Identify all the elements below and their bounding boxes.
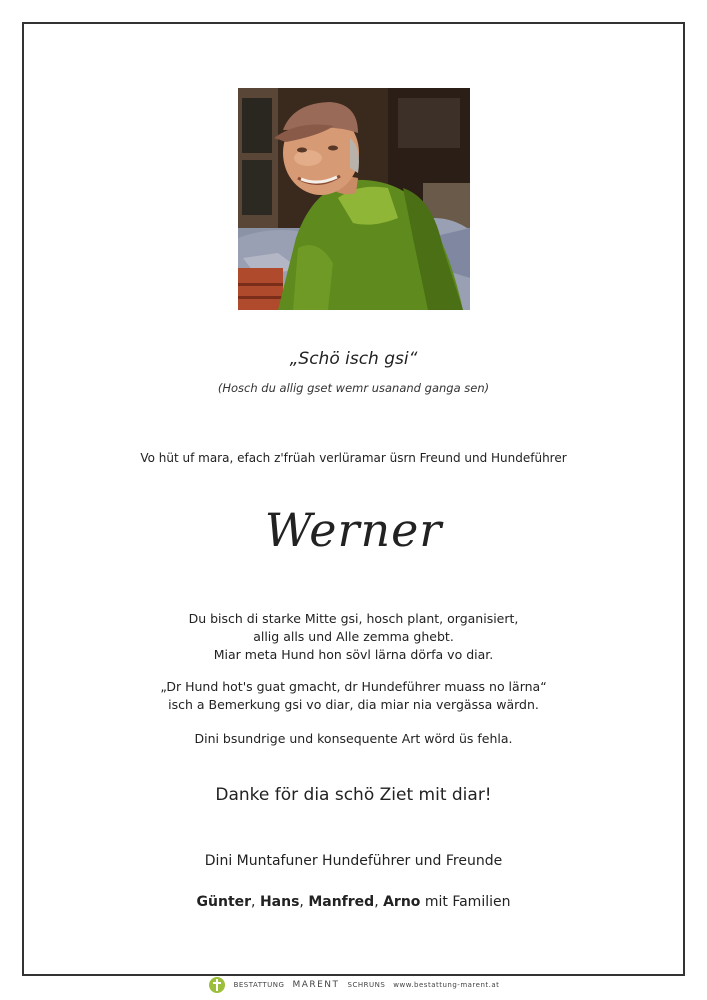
tribute-line: Miar meta Hund hon sövl lärna dörfa vo diar. bbox=[213, 647, 494, 662]
signatory-suffix: mit Familien bbox=[420, 894, 511, 910]
closing-line: Dini bsundrige und konsequente Art wörd üs fehla. bbox=[194, 731, 513, 746]
from-line: Dini Muntafuner Hundeführer und Freunde bbox=[204, 853, 503, 869]
quote-line: „Dr Hund hot's guat gmacht, dr Hundeführer muass no lärna“ bbox=[160, 679, 547, 694]
signatory-name: Hans bbox=[259, 894, 300, 910]
tribute-line: Du bisch di starke Mitte gsi, hosch plant, organisiert, bbox=[188, 611, 519, 626]
signatory-name: Manfred bbox=[308, 894, 375, 910]
footer-brand-prefix: BESTATTUNG bbox=[233, 981, 285, 989]
footer-brand-name: MARENT bbox=[292, 980, 340, 990]
tribute-line: allig alls und Alle zemma ghebt. bbox=[253, 629, 454, 644]
deceased-name: Werner bbox=[264, 503, 443, 557]
motto-subtitle: (Hosch du allig gset wemr usanand ganga sen) bbox=[217, 381, 490, 395]
signatories bbox=[0, 894, 707, 910]
footer-town: SCHRUNS bbox=[347, 981, 386, 989]
name-separator: , bbox=[299, 894, 309, 910]
signatory-name: Arno bbox=[383, 894, 421, 910]
thanks-line: Danke för dia schö Ziet mit diar! bbox=[215, 785, 492, 805]
footer bbox=[0, 974, 707, 996]
signatory-name: Günter bbox=[196, 894, 252, 910]
cross-leaf-icon bbox=[208, 976, 226, 994]
quote-paragraph bbox=[0, 678, 707, 714]
quote-line: isch a Bemerkung gsi vo diar, dia miar nia vergässa wärdn. bbox=[168, 697, 539, 712]
tribute-paragraph bbox=[0, 610, 707, 664]
portrait-image bbox=[238, 88, 470, 310]
portrait-photo bbox=[238, 88, 470, 310]
name-separator: , bbox=[251, 894, 260, 910]
motto: „Schö isch gsi“ bbox=[289, 349, 418, 369]
intro-text: Vo hüt uf mara, efach z'früah verlüramar üsrn Freund und Hundeführer bbox=[140, 451, 567, 465]
footer-website: www.bestattung-marent.at bbox=[393, 981, 500, 989]
name-separator: , bbox=[374, 894, 384, 910]
